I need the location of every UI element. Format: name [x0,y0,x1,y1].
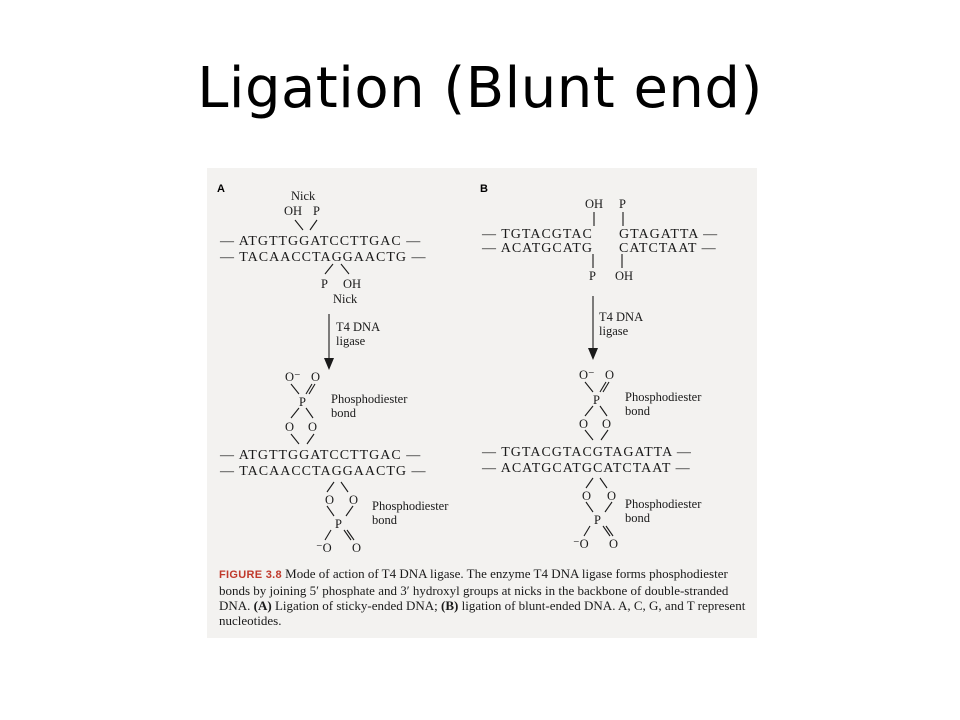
a-top-phos-label-1: Phosphodiester [331,392,408,406]
b-arrow-head [588,348,598,360]
a-top-phosphorus: P [299,395,306,409]
ligation-diagram [207,168,757,568]
b-product-strand-bottom: — ACATGCATGCATCTAAT — [482,461,691,476]
a-bottom-nick-label: Nick [333,292,358,306]
b-substrate-strand-top-left: — TGTACGTAC [482,227,593,242]
b-top-p-label: P [619,197,626,211]
a-product-strand-bottom: — TACAACCTAGGAACTG — [220,464,427,479]
b-top-phos-label-1: Phosphodiester [625,390,702,404]
a-product-strand-top: — ATGTTGGATCCTTGAC — [220,448,422,463]
a-oh-bond-line [295,220,303,230]
slide-title: Ligation (Blunt end) [197,56,763,121]
a-bottom-p-label: P [321,277,328,291]
a-bot-minus-o: ⁻O [316,541,332,555]
a-top-nick-label: Nick [291,189,316,203]
a-substrate-strand-top: — ATGTTGGATCCTTGAC — [220,234,422,249]
panel-a-label: A [217,183,225,195]
panel-b-label: B [480,183,488,195]
b-substrate-strand-bottom-left: — ACATGCATG [482,241,593,256]
dna-ligase-figure [207,168,757,638]
b-top-oh-label: OH [585,197,604,211]
a-bot-oh-bond-line [341,264,349,274]
b-bot-phos-label-1: Phosphodiester [625,497,702,511]
b-top-o-minus: O⁻ [579,368,595,382]
caption-figure-label: FIGURE 3.8 [219,569,282,581]
b-enzyme-label-line1: T4 DNA [599,310,644,324]
a-top-oh-label: OH [284,204,303,218]
b-substrate-strand-bottom-right: CATCTAAT — [619,241,717,256]
a-top-o-minus: O⁻ [285,370,301,384]
caption-bold-a: (A) [253,598,272,613]
b-product-strand-top: — TGTACGTACGTAGATTA — [482,445,692,460]
a-p-bond-line [310,220,317,230]
a-bot-o-left: O [325,493,335,507]
a-bottom-oh-label: OH [343,277,362,291]
b-top-o-right: O [602,417,612,431]
a-enzyme-label-line2: ligase [336,334,366,348]
b-substrate-strand-top-right: GTAGATTA — [619,227,719,242]
b-bot-phosphorus: P [594,513,601,527]
b-bot-phos-label-2: bond [625,511,650,525]
b-bot-o-left: O [582,489,592,503]
a-bot-o-right: O [349,493,359,507]
a-bot-phos-label-1: Phosphodiester [372,499,449,513]
caption-text-3: ligation of blunt-ended DNA. A, C, G, and T represent nucleotides. [219,598,746,628]
b-top-phosphorus: P [593,393,600,407]
caption-text-1: Mode of action of T4 DNA ligase. The enzyme T4 DNA ligase forms phosphodiester bonds by joining 5′ phosphate and 3′ hydroxyl groups at nicks in the backbone of double-stranded DNA. [219,566,729,613]
caption-bold-b: (B) [441,598,459,613]
a-top-phos-label-2: bond [331,406,356,420]
b-top-o: O [605,368,615,382]
a-bot-o: O [352,541,362,555]
a-arrow-head [324,358,334,370]
b-bottom-oh-label: OH [615,269,634,283]
a-top-o-right: O [308,420,318,434]
b-enzyme-label-line2: ligase [599,324,629,338]
a-substrate-strand-bottom: — TACAACCTAGGAACTG — [220,250,427,265]
caption-text-2: Ligation of sticky-ended DNA; [271,598,442,613]
a-bot-phos-label-2: bond [372,513,397,527]
b-bot-minus-o: ⁻O [573,537,589,551]
b-top-o-left: O [579,417,589,431]
a-bot-p-bond-line [325,264,333,274]
b-bot-o: O [609,537,619,551]
figure-caption [219,566,751,628]
a-top-o: O [311,370,321,384]
b-top-phos-label-2: bond [625,404,650,418]
b-bottom-p-label: P [589,269,596,283]
a-bot-phosphorus: P [335,517,342,531]
a-top-o-left: O [285,420,295,434]
a-enzyme-label-line1: T4 DNA [336,320,381,334]
a-top-p-label: P [313,204,320,218]
b-bot-o-right: O [607,489,617,503]
